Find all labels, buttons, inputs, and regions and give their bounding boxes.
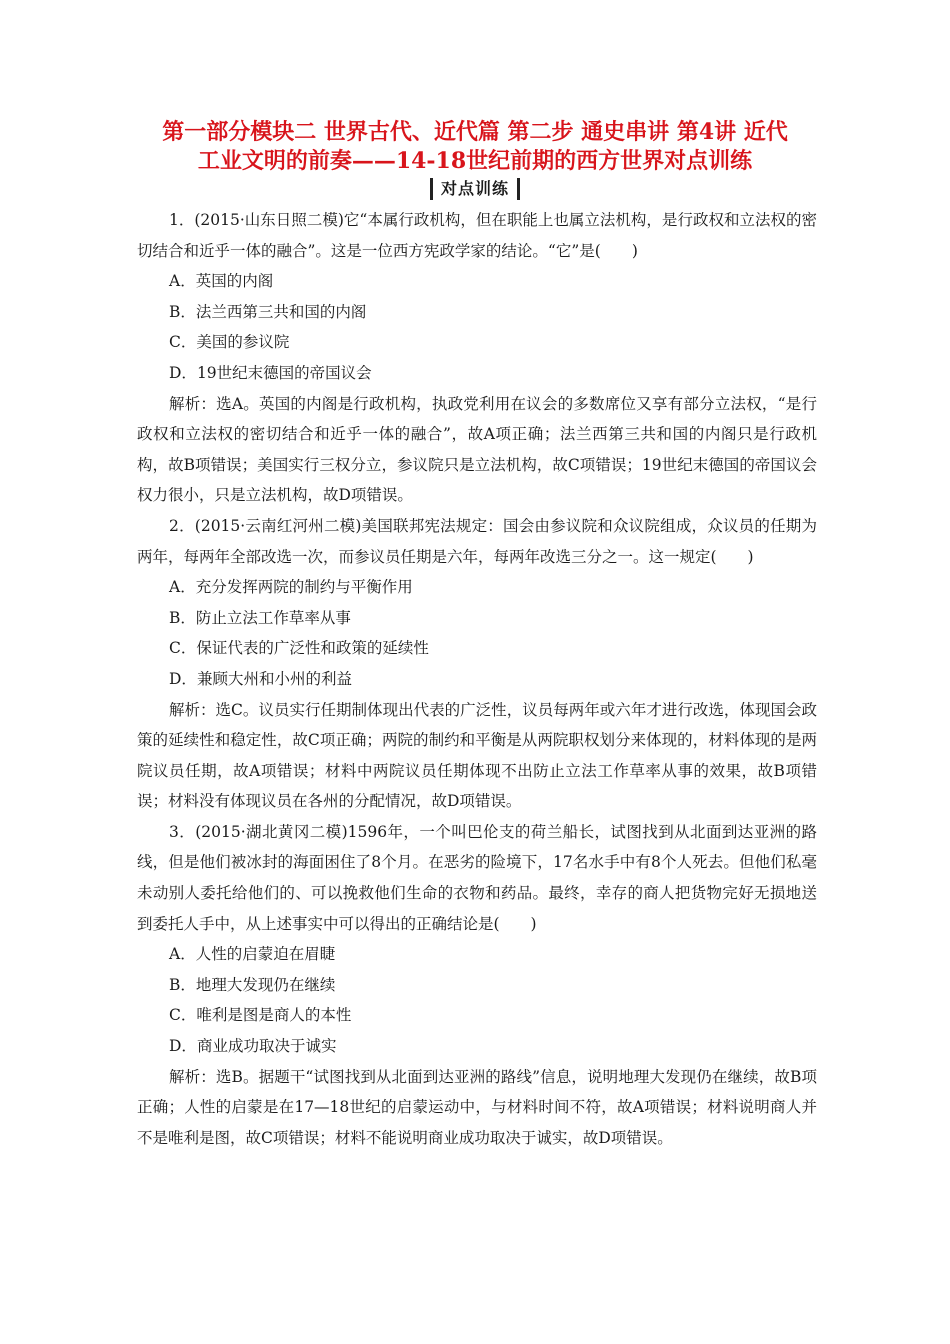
option-text: 兼顾大州和小州的利益 xyxy=(196,669,352,688)
option-c xyxy=(137,327,817,358)
option-label: B． xyxy=(169,975,196,994)
question-list xyxy=(137,205,817,1153)
option-label: D． xyxy=(169,1037,197,1056)
question-3 xyxy=(137,817,817,1154)
option-a xyxy=(137,266,817,297)
option-c xyxy=(137,1000,817,1031)
option-label: A． xyxy=(169,578,196,597)
question-1 xyxy=(137,205,817,511)
answer-analysis: 解析：选B。据题干“试图找到从北面到达亚洲的路线”信息，说明地理大发现仍在继续，故B项正确；人性的启蒙是在17—18世纪的启蒙运动中，与材料时间不符，故A项错误；材料说明商人并不是唯利是图，故C项错误；材料不能说明商业成功取决于诚实，故D项错误。 xyxy=(137,1067,817,1147)
option-text: 唯利是图是商人的本性 xyxy=(196,1006,352,1025)
option-label: A． xyxy=(169,272,196,291)
option-d xyxy=(137,358,817,389)
option-b xyxy=(137,297,817,328)
option-text: 地理大发现仍在继续 xyxy=(195,975,336,994)
option-text: 美国的参议院 xyxy=(196,333,290,352)
option-text: 19世纪末德国的帝国议会 xyxy=(196,363,372,382)
question-stem: 3．(2015·湖北黄冈二模)1596年，一个叫巴伦支的荷兰船长，试图找到从北面到达亚洲的路线，但是他们被冰封的海面困住了8个月。在恶劣的险境下，17名水手中有8个人死去。但他们私毫未动别人委托给他们的、可以挽救他们生命的衣物和药品。最终，幸存的商人把货物完好无损地送到委托人手中，从上述事实中可以得出的正确结论是( ) xyxy=(137,822,817,933)
title-line-1: 第一部分模块二 世界古代、近代篇 第二步 通史串讲 第4讲 近代 xyxy=(162,119,788,145)
option-label: D． xyxy=(169,669,197,688)
option-text: 人性的启蒙迫在眉睫 xyxy=(195,945,336,964)
question-stem: 1．(2015·山东日照二模)它“本属行政机构，但在职能上也属立法机构，是行政权和立法权的密切结合和近乎一体的融合”。这是一位西方宪政学家的结论。“它”是( ) xyxy=(137,211,817,260)
option-text: 英国的内阁 xyxy=(195,272,274,291)
option-text: 法兰西第三共和国的内阁 xyxy=(195,302,367,321)
option-text: 保证代表的广泛性和政策的延续性 xyxy=(196,639,429,658)
title-line-2: 工业文明的前奏——14-18世纪前期的西方世界对点训练 xyxy=(197,148,753,174)
option-c xyxy=(137,633,817,664)
option-text: 防止立法工作草率从事 xyxy=(195,608,351,627)
answer-analysis: 解析：选C。议员实行任期制体现出代表的广泛性，议员每两年或六年才进行改选，体现国会政策的延续性和稳定性，故C项正确；两院的制约和平衡是从两院职权划分来体现的，材料体现的是两院议员任期，故A项错误；材料中两院议员任期体现不出防止立法工作草率从事的效果，故B项错误；材料没有体现议员在各州的分配情况，故D项错误。 xyxy=(137,700,817,811)
option-b xyxy=(137,603,817,634)
answer-analysis: 解析：选A。英国的内阁是行政机构，执政党利用在议会的多数席位又享有部分立法权，“是行政权和立法权的密切结合和近乎一体的融合”，故A项正确；法兰西第三共和国的内阁只是行政机构，故B项错误；美国实行三权分立，参议院只是立法机构，故C项错误；19世纪末德国的帝国议会权力很小，只是立法机构，故D项错误。 xyxy=(137,394,817,505)
option-label: B． xyxy=(169,608,196,627)
option-a xyxy=(137,939,817,970)
option-label: D． xyxy=(169,363,197,382)
option-b xyxy=(137,970,817,1001)
section-badge: 对点训练 xyxy=(430,178,520,200)
option-label: C． xyxy=(169,1006,197,1025)
option-d xyxy=(137,1031,817,1062)
option-label: C． xyxy=(169,333,197,352)
section-badge-wrap xyxy=(0,178,950,200)
option-label: A． xyxy=(169,945,196,964)
document-title xyxy=(120,118,830,176)
option-text: 商业成功取决于诚实 xyxy=(196,1037,337,1056)
option-d xyxy=(137,664,817,695)
option-label: B． xyxy=(169,302,196,321)
option-label: C． xyxy=(169,639,197,658)
question-2 xyxy=(137,511,817,817)
question-stem: 2．(2015·云南红河州二模)美国联邦宪法规定：国会由参议院和众议院组成，众议员的任期为两年，每两年全部改选一次，而参议员任期是六年，每两年改选三分之一。这一规定( ) xyxy=(137,516,817,566)
option-text: 充分发挥两院的制约与平衡作用 xyxy=(195,578,413,597)
option-a xyxy=(137,572,817,603)
